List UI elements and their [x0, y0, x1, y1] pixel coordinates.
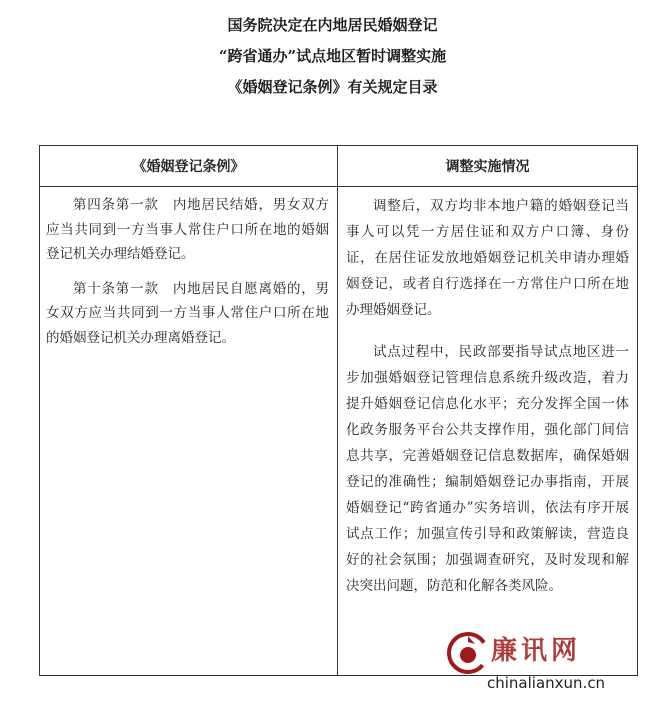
site-watermark [445, 628, 655, 698]
article-4-paragraph: 第四条第一款 内地居民结婚，男女双方应当共同到一方当事人常住户口所在地的婚姻登记机关办理结婚登记。 [46, 197, 329, 262]
table-row [40, 187, 638, 676]
regulation-cell [40, 187, 338, 676]
article-10-paragraph: 第十条第一款 内地居民自愿离婚的，男女双方应当共同到一方当事人常住户口所在地的婚姻登记机关办理离婚登记。 [46, 280, 329, 346]
adjustment-paragraph-1: 调整后，双方均非本地户籍的婚姻登记当事人可以凭一方居住证和双方户口簿、身份证，在居住证发放地婚姻登记机关申请办理婚姻登记，或者自行选择在一方常住户口所在地办理婚姻登记。 [346, 198, 629, 318]
adjustment-cell [338, 187, 638, 676]
document-title [0, 10, 665, 103]
title-line-3: 《婚姻登记条例》有关规定目录 [227, 78, 438, 96]
lianxun-logo-icon [445, 630, 491, 676]
table-header-row [40, 146, 638, 187]
title-line-1: 国务院决定在内地居民婚姻登记 [227, 16, 438, 34]
header-regulation: 《婚姻登记条例》 [40, 146, 338, 187]
regulation-table [39, 145, 638, 676]
title-line-2: “跨省通办”试点地区暂时调整实施 [218, 47, 447, 65]
watermark-en: chinalianxun.cn [487, 674, 606, 692]
header-adjustment: 调整实施情况 [338, 146, 638, 187]
adjustment-paragraph-2: 试点过程中，民政部要指导试点地区进一步加强婚姻登记管理信息系统升级改造，着力提升婚姻登记信息化水平；充分发挥全国一体化政务服务平台公共支撑作用，强化部门间信息共享，完善婚姻登记信息数据库，确保婚姻登记的准确性；编制婚姻登记办事指南，开展婚姻登记“跨省通办”实务培训，依法有序开展试点工作；加强宣传引导和政策解读，营造良好的社会氛围；加强调查研究，及时发现和解决突出问题，防范和化解各类风险。 [346, 344, 629, 594]
watermark-cn: 廉讯网 [491, 636, 582, 666]
